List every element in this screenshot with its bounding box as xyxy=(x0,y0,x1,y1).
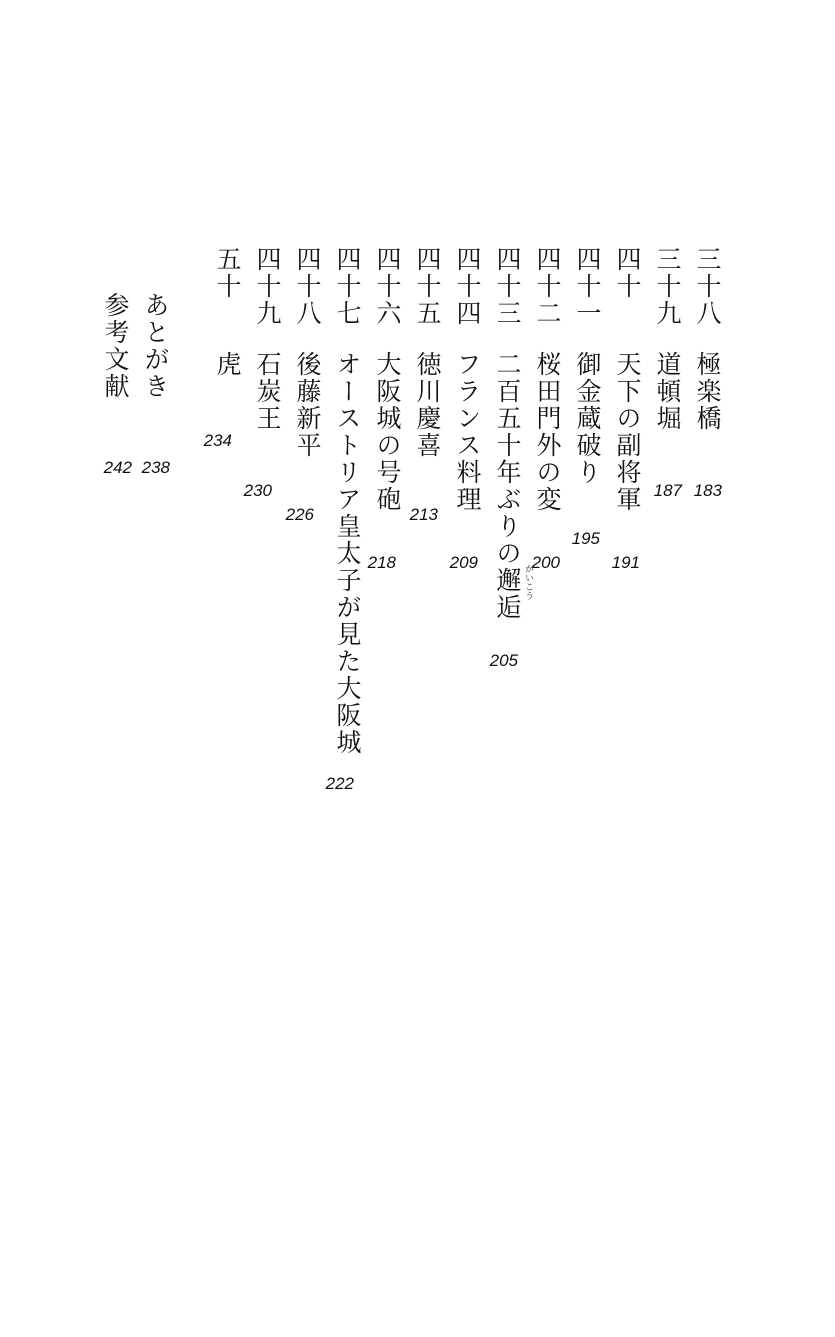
toc-entry-40[interactable] xyxy=(606,246,650,806)
toc-entry-42[interactable] xyxy=(526,246,570,806)
ruby-reading: かいこう xyxy=(523,564,533,600)
chapter-number: 四十七 xyxy=(333,246,362,327)
page-number-42: 200 xyxy=(531,553,560,572)
chapter-number: 四十八 xyxy=(293,246,322,327)
chapter-number: 四十四 xyxy=(453,246,482,327)
page-number-44: 209 xyxy=(449,553,478,572)
chapter-number: 四十五 xyxy=(413,246,442,327)
chapter-title: 道頓堀 xyxy=(653,351,682,432)
chapter-number: 三十八 xyxy=(693,246,722,327)
chapter-title: 桜田門外の変 xyxy=(533,351,562,513)
page-number-45: 213 xyxy=(409,505,438,524)
page-number-49: 230 xyxy=(243,481,272,500)
page-number-39: 187 xyxy=(653,481,682,500)
page-number-48: 226 xyxy=(285,505,314,524)
chapter-number: 三十九 xyxy=(653,246,682,327)
toc-entry-38[interactable] xyxy=(686,246,730,806)
toc-entry-39[interactable] xyxy=(646,246,690,806)
chapter-title: 後藤新平 xyxy=(293,351,322,459)
toc-entry-48[interactable] xyxy=(286,246,330,806)
page-number-afterword: 238 xyxy=(141,458,170,477)
chapter-title: 石炭王 xyxy=(253,351,282,432)
chapter-title: フランス料理 xyxy=(453,351,482,513)
toc-entry-43[interactable] xyxy=(486,246,533,806)
chapter-number: 四十九 xyxy=(253,246,282,327)
toc-entry-45[interactable] xyxy=(406,246,450,806)
chapter-title: 二百五十年ぶりの邂逅 xyxy=(493,351,522,621)
toc-entry-50[interactable] xyxy=(206,246,250,806)
chapter-title: オーストリア皇太子が見た大阪城 xyxy=(333,351,362,756)
chapter-number: 四十一 xyxy=(573,246,602,327)
chapter-title: 御金蔵破り xyxy=(573,351,602,486)
chapter-number: 四十六 xyxy=(373,246,402,327)
afterword-title: あとがき xyxy=(141,292,170,400)
toc-entry-44[interactable] xyxy=(446,246,490,806)
toc-entry-49[interactable] xyxy=(246,246,290,806)
bibliography-title: 参考文献 xyxy=(101,292,130,400)
page-number-41: 195 xyxy=(571,529,600,548)
chapter-title: 天下の副将軍 xyxy=(613,351,642,513)
page-number-46: 218 xyxy=(367,553,396,572)
page-number-38: 183 xyxy=(693,481,722,500)
chapter-number: 四十 xyxy=(613,246,642,300)
chapter-number: 四十二 xyxy=(533,246,562,327)
toc-entry-41[interactable] xyxy=(566,246,610,806)
page-number-47: 222 xyxy=(325,774,354,793)
page-number-bibliography: 242 xyxy=(103,458,132,477)
page-number-40: 191 xyxy=(611,553,640,572)
chapter-number: 五十 xyxy=(213,246,242,300)
page-number-43: 205 xyxy=(489,651,518,670)
chapter-title: 徳川慶喜 xyxy=(413,351,442,459)
chapter-title: 極楽橋 xyxy=(693,351,722,432)
chapter-number: 四十三 xyxy=(493,246,522,327)
page-number-50: 234 xyxy=(203,431,232,450)
toc-entry-47[interactable] xyxy=(326,246,370,806)
toc-entry-46[interactable] xyxy=(366,246,410,806)
chapter-title: 大阪城の号砲 xyxy=(373,351,402,513)
chapter-title: 虎 xyxy=(213,351,242,378)
